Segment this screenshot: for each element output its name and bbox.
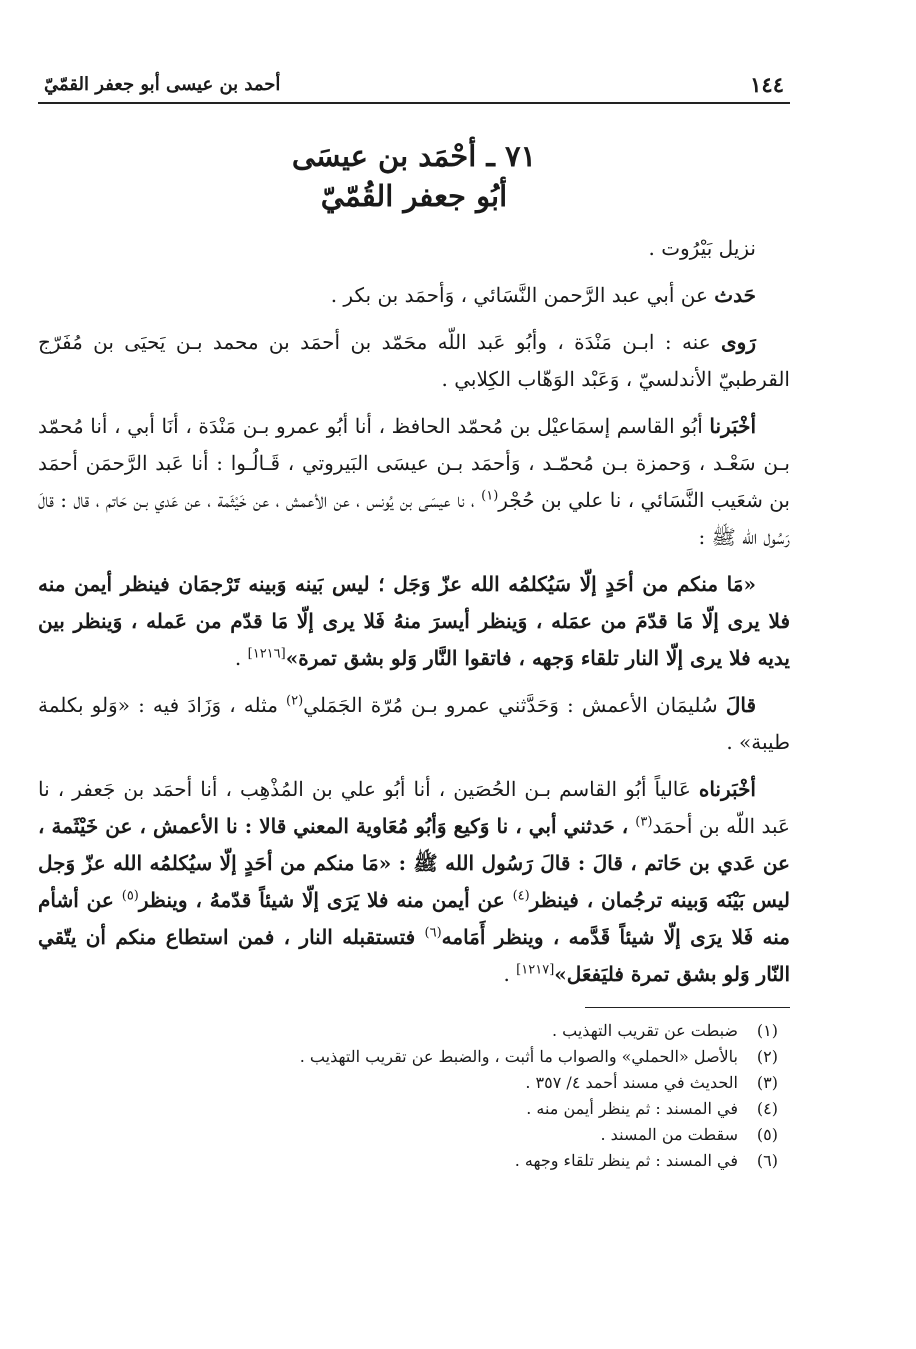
page-header bbox=[38, 62, 790, 104]
footnote-text: ضبطت عن تقريب التهذيب . bbox=[551, 1021, 738, 1040]
footnote-item bbox=[38, 1096, 790, 1122]
paragraph-lead: أخْبَرنا bbox=[709, 414, 756, 438]
footnote-text: بالأصل «الحملي» والصواب ما أثبت ، والضبط عن تقريب التهذيب . bbox=[299, 1047, 738, 1066]
footnote-ref: (٥) bbox=[121, 888, 139, 904]
footnote-number: (١) bbox=[756, 1021, 778, 1040]
footnote-item bbox=[38, 1070, 790, 1096]
footnote-item bbox=[38, 1044, 790, 1070]
footnote-number: (٤) bbox=[756, 1099, 778, 1118]
footnote-number: (٦) bbox=[756, 1151, 778, 1170]
book-page bbox=[38, 62, 790, 1174]
paragraph-text: نزيل بَيْرُوت . bbox=[648, 236, 756, 260]
paragraph-isnad-1 bbox=[38, 408, 790, 556]
footnote-item bbox=[38, 1122, 790, 1148]
footnote-item bbox=[38, 1148, 790, 1174]
paragraph-text: . bbox=[234, 646, 248, 670]
paragraph-text: . bbox=[503, 962, 517, 986]
page-number: ١٤٤ bbox=[750, 72, 784, 97]
footnote-text: الحديث في مسند أحمد ٤/ ٣٥٧ . bbox=[525, 1073, 738, 1092]
paragraph-text: عن أشأم منه فَلا يرَى إلّا شيئاً قَدَّمه ، وينظر أَمَامه bbox=[38, 888, 790, 949]
hadith-text: «مَا منكم من أحَدٍ إلّا سَيُكلمُه الله عزّ وَجَل ؛ ليس بَينه وَبينه تَرْجمَان فينظر أيمن منه فلا يرى إلّا مَا قدّمَ من عمَله ، وَينظر أيسرَ منهُ فَلا يرى إلّا مَا قدّم من عَمله ، وَينظر بين يديه فلا يرى إلّا النار تلقاء وَجهه ، فاتقوا النَّار وَلو بشق تمرة» bbox=[38, 572, 790, 670]
paragraph-narrated-by bbox=[38, 324, 790, 398]
paragraph-text: مثله ، وَزَادَ فيه : «وَلو بكلمة طيبة» . bbox=[38, 693, 790, 754]
paragraph-lead: حَدث bbox=[714, 283, 756, 307]
paragraph-residence bbox=[38, 230, 790, 267]
hadith-number: [١٢١٦] bbox=[247, 646, 286, 662]
paragraph-text: عنه : ابـن مَنْدَة ، وأبُو عَبد اللّه محَمّد بن أحمَد بن محمد بـن يَحيَى بن مُفَرّج القرطبيّ الأندلسيّ ، وَعَبْد الوَهّاب الكِلابي . bbox=[38, 330, 790, 391]
paragraph-text: عن أبي عبد الرَّحمن النَّسَائي ، وَأحمَد بن بكر . bbox=[330, 283, 715, 307]
paragraph-text: ، نا عيسَى بن يُونس ، عن الأعمش ، عن خَيْثَمة ، عن عَدي بـن حَاتم ، قال : قالَ رَسُول الله ﷺ : bbox=[38, 488, 790, 549]
hadith-number: [١٢١٧] bbox=[516, 962, 555, 978]
footnote-number: (٥) bbox=[756, 1125, 778, 1144]
paragraph-lead: رَوى bbox=[721, 330, 756, 354]
footnote-text: في المسند : ثم ينظر أيمن منه . bbox=[526, 1099, 738, 1118]
footnote-divider bbox=[585, 1007, 790, 1008]
entry-title bbox=[38, 136, 790, 216]
footnote-number: (٢) bbox=[756, 1047, 778, 1066]
paragraph-text: عَالياً أبُو القاسم بـن الحُصَين ، أنا أبُو علي بن المُذْهِب ، أنا أحمَد بن جَعفر ، نا عَبد اللّه بن أحمَد bbox=[38, 777, 790, 838]
paragraph-text: سُليمَان الأعمش : وَحَدَّثني عمرو بـن مُرّة الجَمَلي bbox=[303, 693, 726, 717]
footnote-number: (٣) bbox=[756, 1073, 778, 1092]
footnote-ref: (٤) bbox=[512, 888, 530, 904]
paragraph-lead: أخْبَرناه bbox=[698, 777, 756, 801]
paragraph-text: ، حَدثني أبي ، نا وَكيع وَأبُو مُعَاوية المعني قالا : نا الأعمش ، عن خَيْثَمة ، عن عَدي بن حَاتم ، قالَ : قالَ رَسُول الله ﷺ : «مَا منكم من أحَدٍ إلّا سيُكلمُه الله عزّ وَجل ليس بَيْنَه وَبينه ترجُمان ، فينظر bbox=[38, 814, 791, 912]
entry-body bbox=[38, 230, 790, 993]
footnote-text: سقطت من المسند . bbox=[600, 1125, 738, 1144]
paragraph-text: أبُو القاسم إسمَاعيْل بن مُحمّد الحافظ ، أنا أبُو عمرو بـن مَنْدَة ، أنَا أبي ، أنا مُحمّد بـن سَعْـد ، وَحمزة بـن مُحمّـد ، وَأحمَد بـن عيسَى البَيروتي ، قَـالُـوا : أنا عَبد الرَّحمَن أحمَد بن شعَيب النَّسَائي ، نا علي بن حُجْر bbox=[38, 414, 791, 512]
footnote-ref: (٣) bbox=[635, 814, 653, 830]
running-title: أحمد بن عيسى أبو جعفر القمّيّ bbox=[44, 74, 281, 95]
paragraph-additional bbox=[38, 687, 790, 761]
footnote-ref: (٢) bbox=[286, 693, 304, 709]
paragraph-isnad-2 bbox=[38, 771, 790, 993]
entry-title-line-2: أبُو جعفر القُمّيّ bbox=[320, 179, 508, 213]
paragraph-hadith-1 bbox=[38, 566, 790, 677]
footnote-ref: (١) bbox=[481, 488, 499, 504]
footnote-text: في المسند : ثم ينظر تلقاء وجهه . bbox=[514, 1151, 738, 1170]
paragraph-text: عن أيمن منه فلا يَرَى إلّا شيئاً قدّمهُ ، وينظر bbox=[138, 888, 513, 912]
entry-title-line-1: ٧١ ـ أحْمَد بن عيسَى bbox=[291, 139, 537, 173]
footnote-ref: (٦) bbox=[424, 925, 442, 941]
paragraph-narrated-from bbox=[38, 277, 790, 314]
paragraph-lead: قالَ bbox=[725, 693, 756, 717]
paragraph-text: فتستقبله النار ، فمن استطاع منكم أن يتّقي النّار وَلو بشق تمرة فليَفعَل» bbox=[38, 925, 790, 986]
footnote-item bbox=[38, 1018, 790, 1044]
footnotes bbox=[38, 1018, 790, 1174]
